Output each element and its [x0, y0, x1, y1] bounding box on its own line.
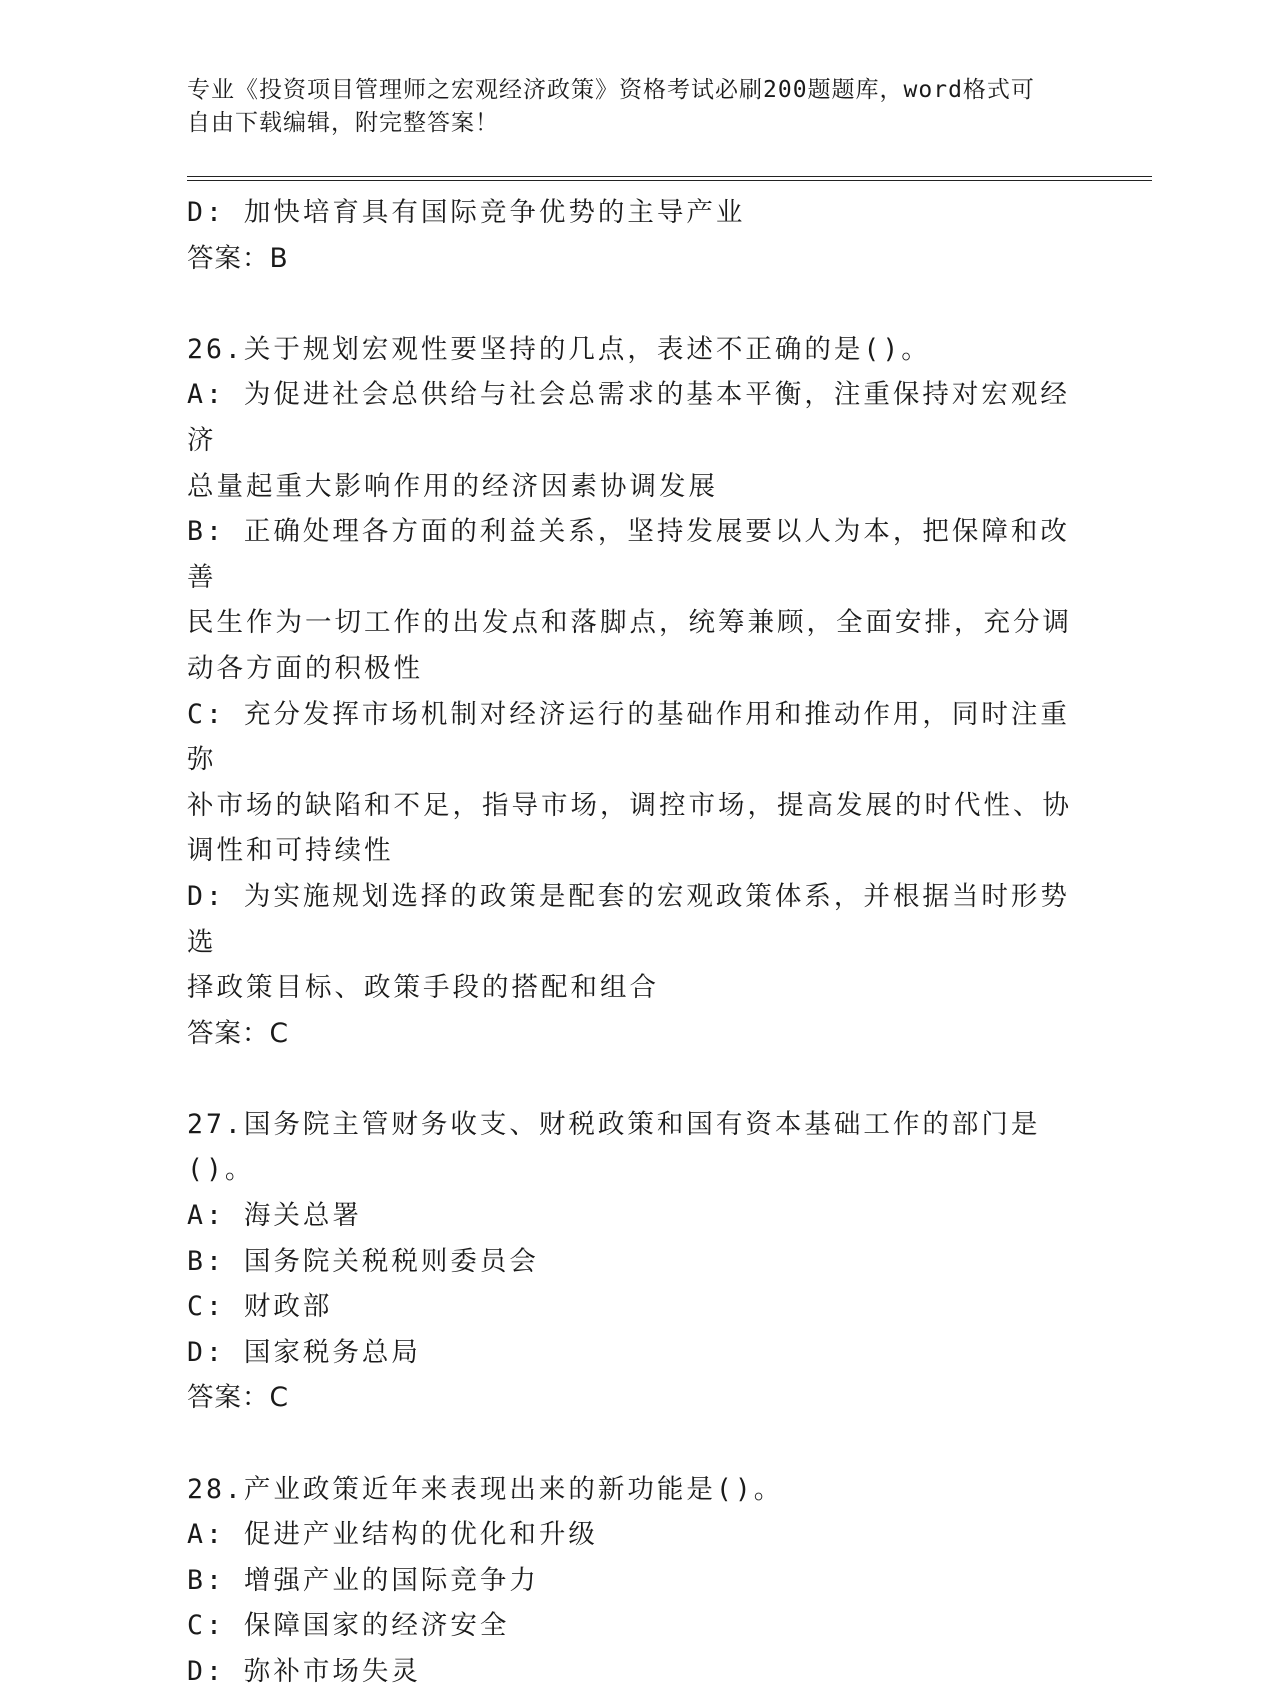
- option-c-cont: 调性和可持续性: [187, 835, 394, 867]
- answer: 答案：C: [187, 1017, 290, 1049]
- option-c: C: 财政部: [187, 1291, 333, 1323]
- question-27: [187, 1102, 1087, 1421]
- header-divider: [187, 176, 1152, 181]
- question-25-tail: [187, 190, 1087, 281]
- spacer: [187, 281, 1087, 327]
- question-stem: 27.国务院主管财务收支、财税政策和国有资本基础工作的部门是()。: [187, 1108, 1041, 1186]
- option-a-cont: 总量起重大影响作用的经济因素协调发展: [187, 470, 718, 502]
- option-a: A: 为促进社会总供给与社会总需求的基本平衡，注重保持对宏观经济: [187, 379, 1070, 456]
- option-b-cont: 民生作为一切工作的出发点和落脚点，统筹兼顾，全面安排，充分调: [187, 607, 1072, 639]
- option-c: C: 充分发挥市场机制对经济运行的基础作用和推动作用，同时注重弥: [187, 698, 1070, 776]
- answer: 答案：C: [187, 1382, 290, 1414]
- option-b-cont: 动各方面的积极性: [187, 652, 423, 684]
- option-d: D: 为实施规划选择的政策是配套的宏观政策体系，并根据当时形势选: [187, 880, 1070, 958]
- question-stem: 26.关于规划宏观性要坚持的几点，表述不正确的是()。: [187, 333, 931, 365]
- option-b: B: 国务院关税税则委员会: [187, 1245, 539, 1277]
- option-c: C: 保障国家的经济安全: [187, 1610, 510, 1642]
- spacer: [187, 1056, 1087, 1102]
- option-a: A: 海关总署: [187, 1200, 362, 1232]
- option-c-cont: 补市场的缺陷和不足，指导市场，调控市场，提高发展的时代性、协: [187, 789, 1072, 821]
- option-b: B: 正确处理各方面的利益关系，坚持发展要以人为本，把保障和改善: [187, 516, 1070, 593]
- header-title-line-1: 专业《投资项目管理师之宏观经济政策》资格考试必刷200题题库，word格式可: [187, 77, 1035, 103]
- option-b: B: 增强产业的国际竞争力: [187, 1564, 539, 1596]
- option-d-cont: 择政策目标、政策手段的搭配和组合: [187, 972, 659, 1004]
- document-header: [187, 74, 1087, 140]
- option-d: D: 加快培育具有国际竞争优势的主导产业: [187, 197, 746, 228]
- question-28: [187, 1467, 1087, 1695]
- option-a: A: 促进产业结构的优化和升级: [187, 1519, 598, 1551]
- question-26: [187, 327, 1087, 1057]
- question-list: [187, 190, 1087, 1695]
- header-title-line-2: 自由下载编辑，附完整答案！: [187, 110, 499, 136]
- spacer: [187, 1421, 1087, 1467]
- answer: 答案：B: [187, 242, 289, 274]
- option-d: D: 弥补市场失灵: [187, 1656, 421, 1687]
- option-d: D: 国家税务总局: [187, 1336, 421, 1368]
- question-stem: 28.产业政策近年来表现出来的新功能是()。: [187, 1473, 784, 1505]
